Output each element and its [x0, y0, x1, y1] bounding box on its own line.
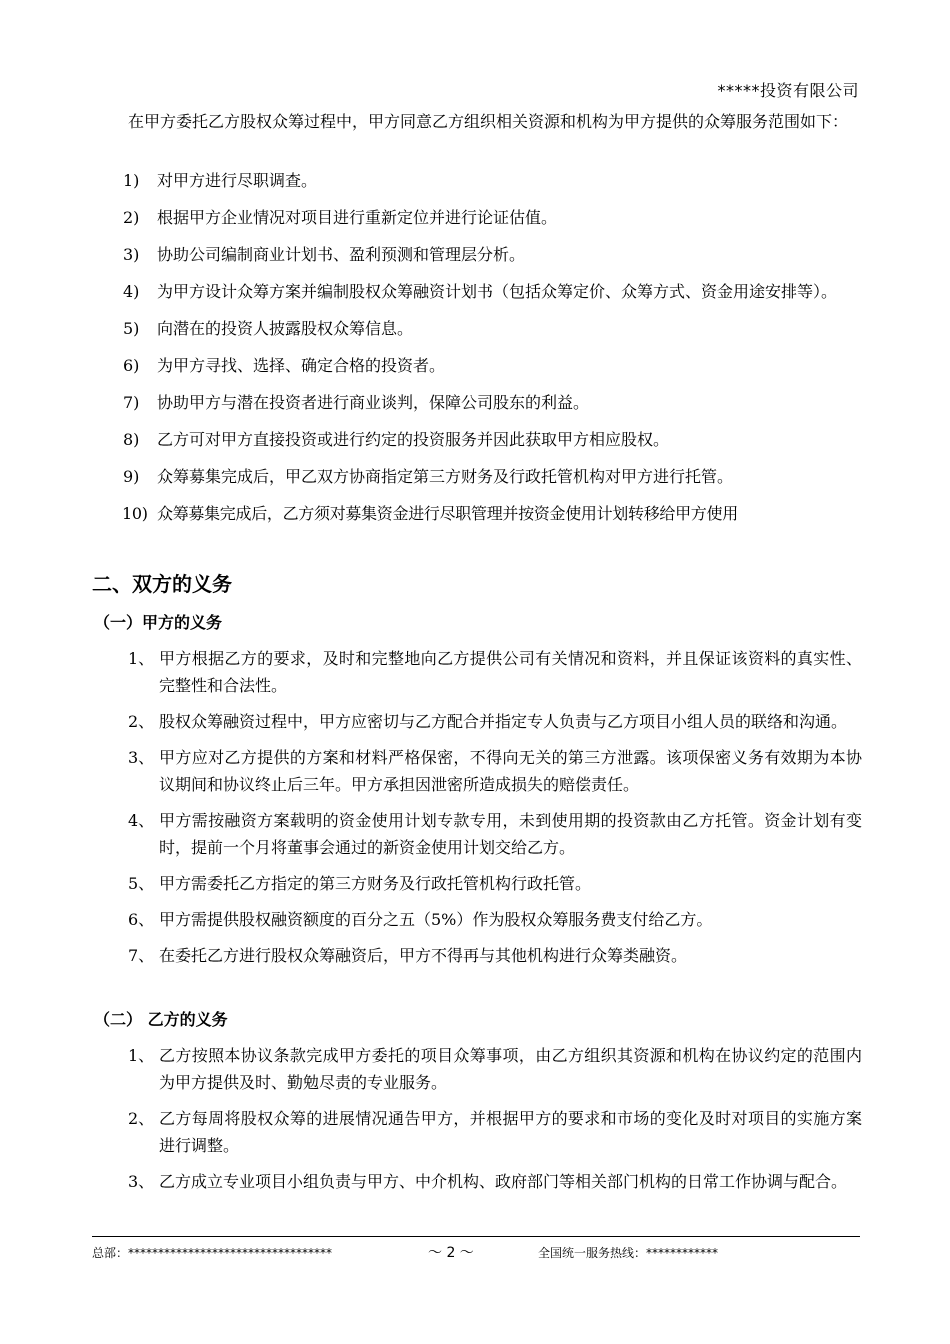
list-item	[92, 870, 862, 897]
item-number: 7、	[128, 946, 155, 965]
item-number: 3、	[128, 1172, 155, 1191]
item-number: 2、	[128, 712, 155, 731]
item-number: 1、	[128, 649, 155, 668]
item-text: 向潜在的投资人披露股权众筹信息。	[157, 319, 414, 338]
list-item	[92, 645, 862, 699]
item-text: 甲方需按融资方案载明的资金使用计划专款专用，未到使用期的投资款由乙方托管。资金计划有变时，提前一个月将董事会通过的新资金使用计划交给乙方。	[159, 811, 862, 857]
footer-headquarters: 总部：**********************************	[92, 1246, 333, 1260]
item-number: 6)	[123, 356, 140, 375]
item-number: 2)	[123, 208, 140, 227]
item-text: 为甲方设计众筹方案并编制股权众筹融资计划书（包括众筹定价、众筹方式、资金用途安排等）。	[157, 282, 838, 301]
item-number: 4)	[123, 282, 140, 301]
item-text: 根据甲方企业情况对项目进行重新定位并进行论证估值。	[157, 208, 558, 227]
footer-hotline: 全国统一服务热线：************	[538, 1246, 719, 1260]
item-number: 1)	[123, 171, 140, 190]
header-company-name: *****投资有限公司	[717, 81, 859, 100]
list-item	[92, 708, 862, 735]
section-heading: 二、双方的义务	[92, 572, 232, 596]
item-number: 7)	[123, 393, 140, 412]
service-list	[92, 168, 862, 538]
footer-page-number: ～ 2 ～	[428, 1245, 474, 1261]
item-text: 股权众筹融资过程中，甲方应密切与乙方配合并指定专人负责与乙方项目小组人员的联络和沟通。	[159, 712, 848, 731]
item-number: 5)	[123, 319, 140, 338]
item-number: 9)	[123, 467, 140, 486]
item-text: 甲方需提供股权融资额度的百分之五（5%）作为股权众筹服务费支付给乙方。	[159, 910, 713, 929]
list-item	[92, 1042, 862, 1096]
footer-divider	[92, 1236, 860, 1237]
item-text: 乙方按照本协议条款完成甲方委托的项目众筹事项，由乙方组织其资源和机构在协议约定的范围内为甲方提供及时、勤勉尽责的专业服务。	[159, 1046, 862, 1092]
item-text: 甲方根据乙方的要求，及时和完整地向乙方提供公司有关情况和资料，并且保证该资料的真实性、完整性和合法性。	[159, 649, 862, 695]
list-item	[92, 1168, 862, 1195]
list-item	[92, 807, 862, 861]
list-item	[92, 353, 862, 379]
subsection-heading-party-a: （一）甲方的义务	[94, 613, 223, 632]
item-text: 协助甲方与潜在投资者进行商业谈判，保障公司股东的利益。	[157, 393, 590, 412]
list-item	[92, 168, 862, 194]
item-text: 乙方每周将股权众筹的进展情况通告甲方，并根据甲方的要求和市场的变化及时对项目的实施方案进行调整。	[159, 1109, 862, 1155]
list-item	[92, 242, 862, 268]
item-text: 在委托乙方进行股权众筹融资后，甲方不得再与其他机构进行众筹类融资。	[159, 946, 688, 965]
item-text: 甲方需委托乙方指定的第三方财务及行政托管机构行政托管。	[159, 874, 592, 893]
list-item	[92, 1105, 862, 1159]
list-item	[92, 205, 862, 231]
item-number: 2、	[128, 1109, 155, 1128]
item-number: 6、	[128, 910, 155, 929]
list-item	[92, 906, 862, 933]
list-item	[92, 279, 862, 305]
intro-paragraph: 在甲方委托乙方股权众筹过程中，甲方同意乙方组织相关资源和机构为甲方提供的众筹服务范围如下：	[128, 112, 849, 131]
item-number: 3)	[123, 245, 140, 264]
list-item	[92, 316, 862, 342]
list-item	[92, 942, 862, 969]
list-item	[92, 501, 862, 527]
party-a-obligations-list	[92, 645, 862, 978]
item-number: 10)	[122, 504, 148, 523]
item-text: 乙方成立专业项目小组负责与甲方、中介机构、政府部门等相关部门机构的日常工作协调与配合。	[159, 1172, 848, 1191]
item-text: 众筹募集完成后，乙方须对募集资金进行尽职管理并按资金使用计划转移给甲方使用	[157, 504, 738, 523]
item-number: 4、	[128, 811, 155, 830]
list-item	[92, 390, 862, 416]
list-item	[92, 464, 862, 490]
item-number: 1、	[128, 1046, 155, 1065]
subsection-heading-party-b: （二） 乙方的义务	[94, 1010, 228, 1029]
list-item	[92, 744, 862, 798]
item-text: 乙方可对甲方直接投资或进行约定的投资服务并因此获取甲方相应股权。	[157, 430, 670, 449]
party-b-obligations-list	[92, 1042, 862, 1204]
item-text: 对甲方进行尽职调查。	[157, 171, 318, 190]
item-text: 甲方应对乙方提供的方案和材料严格保密，不得向无关的第三方泄露。该项保密义务有效期为本协议期间和协议终止后三年。甲方承担因泄密所造成损失的赔偿责任。	[159, 748, 862, 794]
item-number: 8)	[123, 430, 140, 449]
item-text: 协助公司编制商业计划书、盈利预测和管理层分析。	[157, 245, 526, 264]
item-text: 众筹募集完成后，甲乙双方协商指定第三方财务及行政托管机构对甲方进行托管。	[157, 467, 734, 486]
list-item	[92, 427, 862, 453]
item-number: 5、	[128, 874, 155, 893]
item-number: 3、	[128, 748, 155, 767]
item-text: 为甲方寻找、选择、确定合格的投资者。	[157, 356, 446, 375]
